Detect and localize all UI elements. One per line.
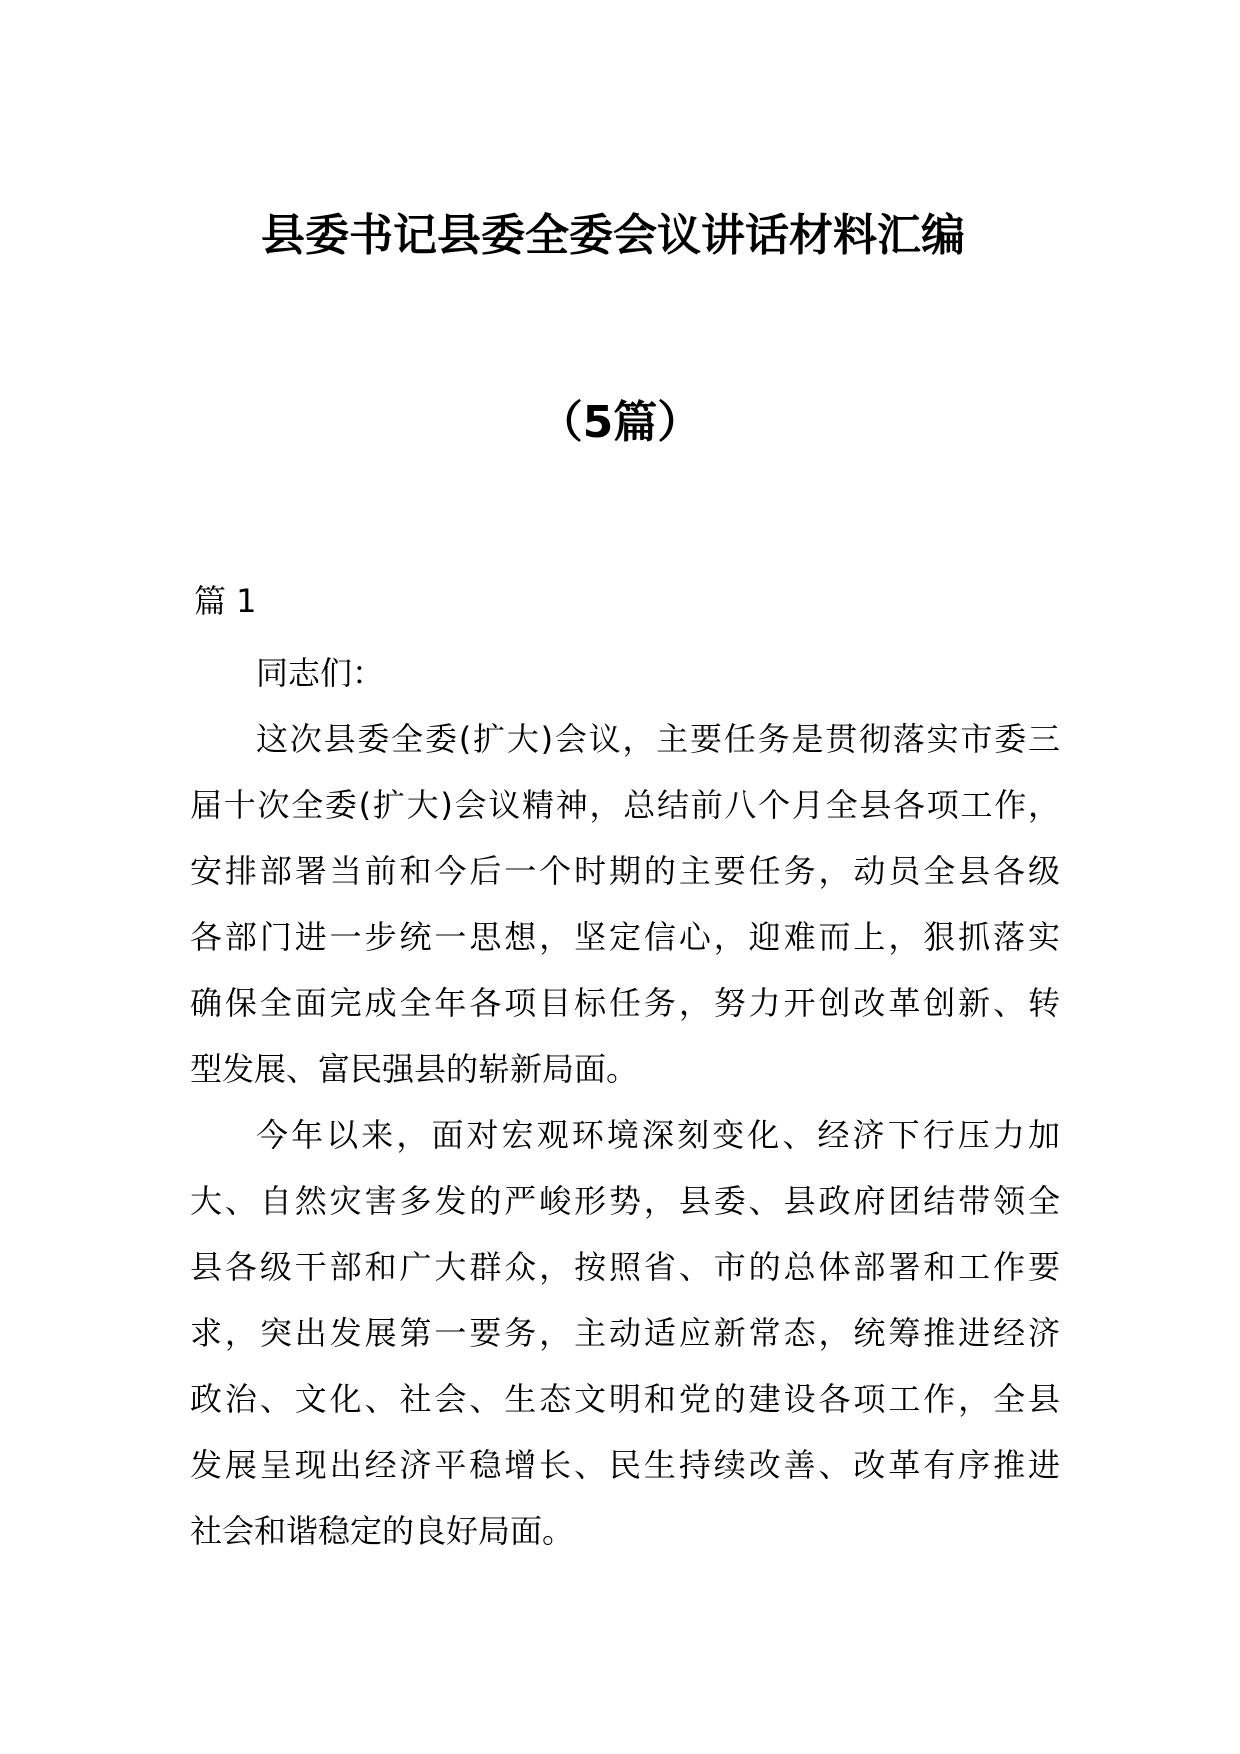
text-line: 型发展、富民强县的崭新局面。 xyxy=(190,1050,639,1088)
text-line: 求，突出发展第一要务，主动适应新常态，统筹推进经济 xyxy=(190,1314,1060,1352)
document-subtitle: （5篇） xyxy=(538,397,702,448)
text-line: 县各级干部和广大群众，按照省、市的总体部署和工作要 xyxy=(190,1248,1060,1286)
document-title: 县委书记县委全委会议讲话材料汇编 xyxy=(261,210,965,261)
section-label: 篇 1 xyxy=(194,582,257,620)
text-line: 大、自然灾害多发的严峻形势，县委、县政府团结带领全 xyxy=(190,1182,1060,1220)
text-line: 政治、文化、社会、生态文明和党的建设各项工作，全县 xyxy=(190,1380,1060,1418)
text-line: 确保全面完成全年各项目标任务，努力开创改革创新、转 xyxy=(190,984,1060,1022)
body-text xyxy=(190,640,1060,1564)
text-line: 届十次全委(扩大)会议精神，总结前八个月全县各项工作， xyxy=(190,786,1060,824)
text-line: 各部门进一步统一思想，坚定信心，迎难而上，狠抓落实 xyxy=(190,918,1060,956)
text-line: 今年以来，面对宏观环境深刻变化、经济下行压力加 xyxy=(256,1116,1060,1154)
text-line: 同志们： xyxy=(256,654,385,692)
text-line: 社会和谐稳定的良好局面。 xyxy=(190,1512,575,1550)
text-line: 这次县委全委(扩大)会议，主要任务是贯彻落实市委三 xyxy=(256,720,1060,758)
text-line: 安排部署当前和今后一个时期的主要任务，动员全县各级 xyxy=(190,852,1060,890)
text-line: 发展呈现出经济平稳增长、民生持续改善、改革有序推进 xyxy=(190,1446,1060,1484)
